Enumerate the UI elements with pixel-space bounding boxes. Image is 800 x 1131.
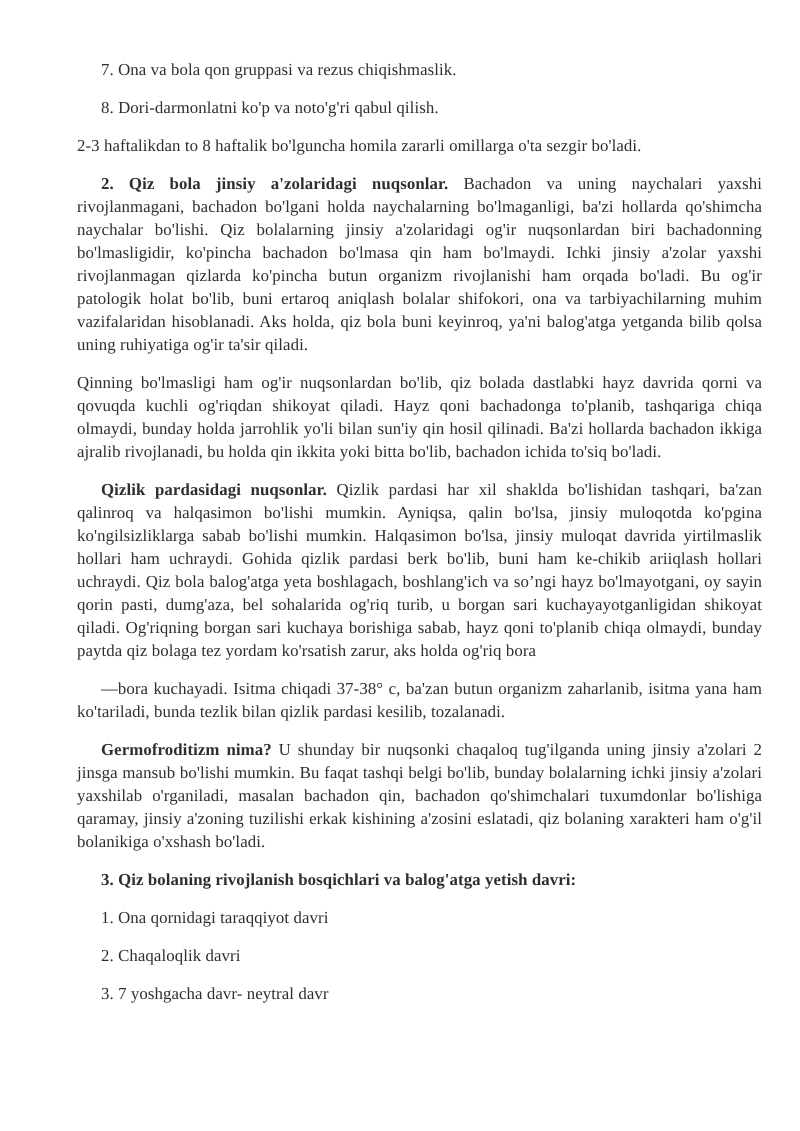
paragraph-lead: Germofroditizm nima?	[101, 740, 272, 759]
paragraph-lead: Qizlik pardasidagi nuqsonlar.	[101, 480, 327, 499]
list-item: 8. Dori-darmonlatni ko'p va noto'g'ri qabul qilish.	[101, 98, 439, 117]
list-item: 7. Ona va bola qon gruppasi va rezus chiqishmaslik.	[101, 60, 457, 79]
list-item: 1. Ona qornidagi taraqqiyot davri	[101, 908, 329, 927]
paragraph: 2-3 haftalikdan to 8 haftalik bo'lguncha homila zararli omillarga o'ta sezgir bo'ladi.	[77, 136, 642, 155]
section-heading-text: 3. Qiz bolaning rivojlanish bosqichlari va balog'atga yetish davri:	[101, 870, 577, 889]
paragraph: —bora kuchayadi. Isitma chiqadi 37-38° c, ba'zan butun organizm zaharlanib, isitma yana ham ko'tariladi, bunda tezlik bilan qizlik pardasi kesilib, tozalanadi.	[77, 679, 762, 721]
paragraph-text: Bachadon va uning naychalari yaxshi rivojlanmagani, bachadon bo'lgani holda naychalarning bo'lmaganligi, ba'zi hollarda qo'shimcha naychalar bo'lishi. Qiz bolalarning jinsiy a'zolaridagi og'ir nuqsonlardan biri bachadonning bo'lmasligidir, ko'pincha bachadon bo'lmasa qin ham bo'lmaydi. Ichki jinsiy a'zolar yaxshi rivojlanmagan qizlarda ko'pincha butun organizm rivojlanishi ham orqada bo'ladi. Bu og'ir patologik holat bo'lib, buni ertaroq aniqlash bolalar shifokori, ona va tarbiyachilarning muhim vazifalaridan hisoblanadi. Aks holda, qiz bola buni keyinroq, ya'ni balog'atga yetganda bilib qolsa uning ruhiyatiga og'ir ta'sir qiladi.	[77, 174, 762, 354]
paragraph-text: U shunday bir nuqsonki chaqaloq tug'ilganda uning jinsiy a'zolari 2 jinsga mansub bo'lishi mumkin. Bu faqat tashqi belgi bo'lib, bunday bolalarning ichki jinsiy a'zolari yaxshilab o'rganiladi, masalan bachadon qin, bachadon qo'shimchalari tuxumdonlar bo'lishiga qaramay, jinsiy a'zoning tuzilishi erkak kishining a'zosini eslatadi, qiz bolaning xarakteri ham o'g'il bolanikiga o'xshash bo'ladi.	[77, 740, 762, 851]
paragraph	[77, 478, 762, 662]
paragraph: Qinning bo'lmasligi ham og'ir nuqsonlardan bo'lib, qiz bolada dastlabki hayz davrida qorni va qovuqda kuchli og'riqdan shikoyat qiladi. Hayz qoni bachadonga to'planib, tashqariga chiqa olmaydi, bunday holda jarrohlik yo'li bilan sun'iy qin hosil qilinadi. Ba'zi hollarda bachadon ikkiga ajralib rivojlanadi, bu holda qin ikkita yoki bitta bo'lib, bachadon ichida to'siq bo'ladi.	[77, 373, 762, 461]
paragraph	[77, 738, 762, 853]
paragraph-lead: 2. Qiz bola jinsiy a'zolaridagi nuqsonlar.	[101, 174, 449, 193]
paragraph	[77, 172, 762, 356]
list-item: 2. Chaqaloqlik davri	[101, 946, 241, 965]
section-heading	[77, 868, 762, 891]
list-item: 3. 7 yoshgacha davr- neytral davr	[101, 984, 329, 1003]
paragraph-text: Qizlik pardasi har xil shaklda bo'lishidan tashqari, ba'zan qalinroq va halqasimon bo'lishi mumkin. Ayniqsa, qalin bo'lsa, jinsiy muloqotda ko'pgina ko'ngilsizliklarga sabab bo'lishi mumkin. Halqasimon bo'lsa, jinsiy muloqat davrida yirtilmaslik hollari ham uchraydi. Gohida qizlik pardasi berk bo'lib, buni ham ke-chikib ariiqlash hollari uchraydi. Qiz bola balog'atga yeta boshlagach, boshlang'ich va so’ngi hayz bo'lmayotgani, oy sayin qorin pasti, dumg'aza, bel sohalarida og'riq turib, u borgan sari kuchayayotganligidan shikoyat qiladi. Og'riqning borgan sari kuchaya borishiga sabab, hayz qoni to'planib chiqa olmaydi, bunday paytda qiz bolaga tez yordam ko'rsatish zarur, aks holda og'riq bora	[77, 480, 762, 660]
